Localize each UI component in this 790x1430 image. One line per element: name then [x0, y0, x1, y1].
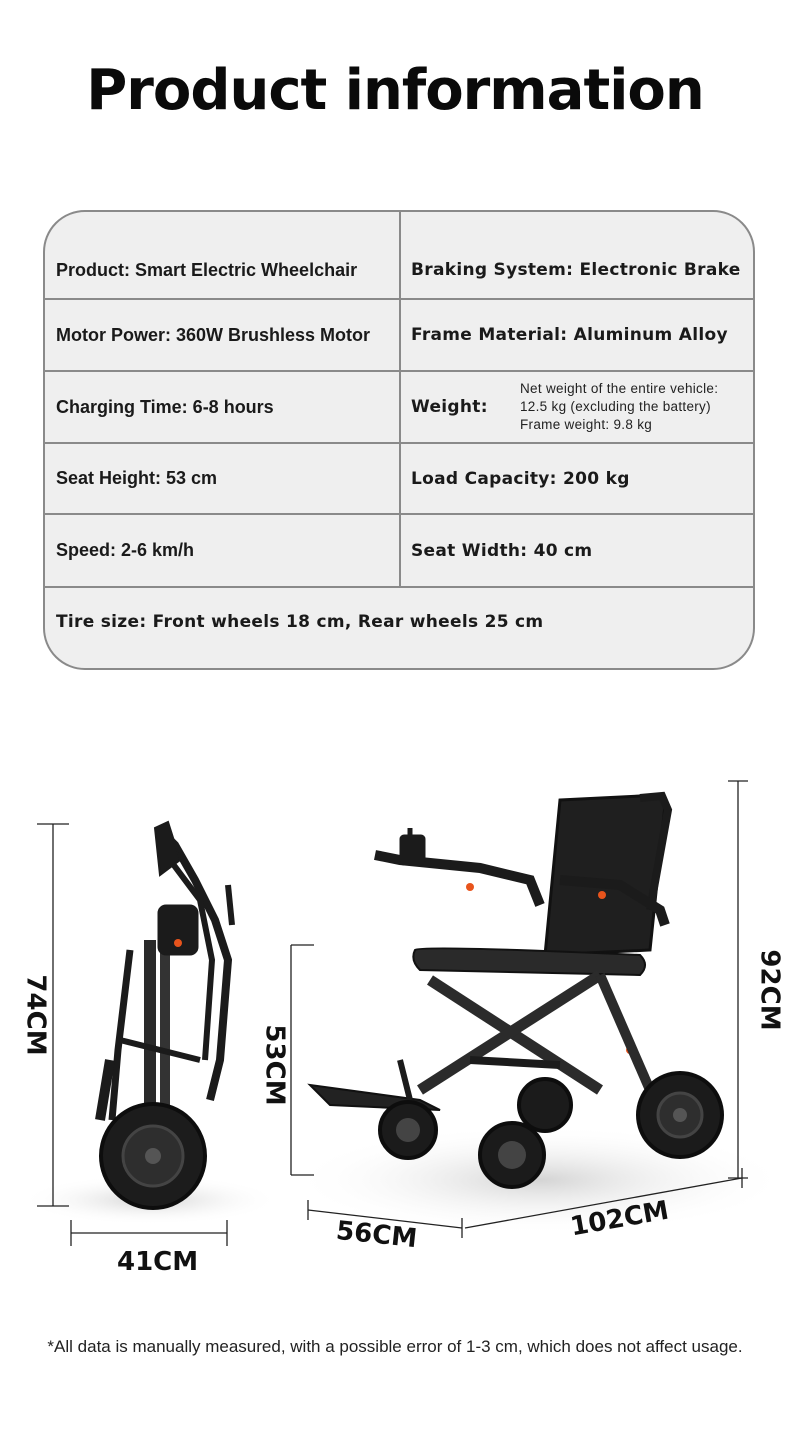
spec-row — [45, 444, 753, 515]
spec-row — [45, 372, 753, 444]
dim-label-74: 74CM — [20, 974, 51, 1056]
folded-wheelchair-image — [100, 822, 232, 1208]
spec-row — [45, 588, 753, 670]
spec-braking: Braking System: Electronic Brake — [411, 260, 741, 280]
wheelchair-image — [310, 795, 722, 1187]
dim-label-41: 41CM — [117, 1247, 199, 1277]
page-title: Product information — [86, 58, 704, 123]
spec-product: Product: Smart Electric Wheelchair — [45, 212, 401, 298]
weight-line: Frame weight: 9.8 kg — [520, 417, 653, 432]
spec-row — [45, 212, 753, 300]
spec-weight — [401, 372, 755, 442]
weight-line: Net weight of the entire vehicle: — [520, 381, 719, 396]
dim-label-56: 56CM — [334, 1215, 419, 1255]
spec-speed: Speed: 2-6 km/h — [45, 515, 401, 586]
spec-tire: Tire size: Front wheels 18 cm, Rear wheels 25 cm — [56, 612, 544, 632]
spec-table — [43, 210, 755, 670]
spec-row — [45, 515, 753, 588]
wheelchair-illustration — [0, 760, 790, 1280]
spec-charging: Charging Time: 6-8 hours — [45, 372, 401, 442]
spec-row — [45, 300, 753, 372]
spec-seat-height: Seat Height: 53 cm — [45, 444, 401, 513]
spec-weight-detail — [520, 380, 718, 434]
spec-motor: Motor Power: 360W Brushless Motor — [45, 300, 401, 370]
spec-load: Load Capacity: 200 kg — [411, 468, 630, 489]
footnote: *All data is manually measured, with a possible error of 1-3 cm, which does not affect usage. — [47, 1337, 743, 1356]
weight-line: 12.5 kg (excluding the battery) — [520, 399, 711, 414]
spec-weight-label: Weight: — [411, 397, 488, 417]
product-dimension-figure — [0, 760, 790, 1280]
spec-frame: Frame Material: Aluminum Alloy — [411, 325, 728, 345]
dim-label-92: 92CM — [754, 949, 785, 1031]
dim-label-53: 53CM — [259, 1024, 290, 1106]
dim-label-102: 102CM — [568, 1195, 672, 1243]
spec-seat-width: Seat Width: 40 cm — [411, 540, 593, 561]
